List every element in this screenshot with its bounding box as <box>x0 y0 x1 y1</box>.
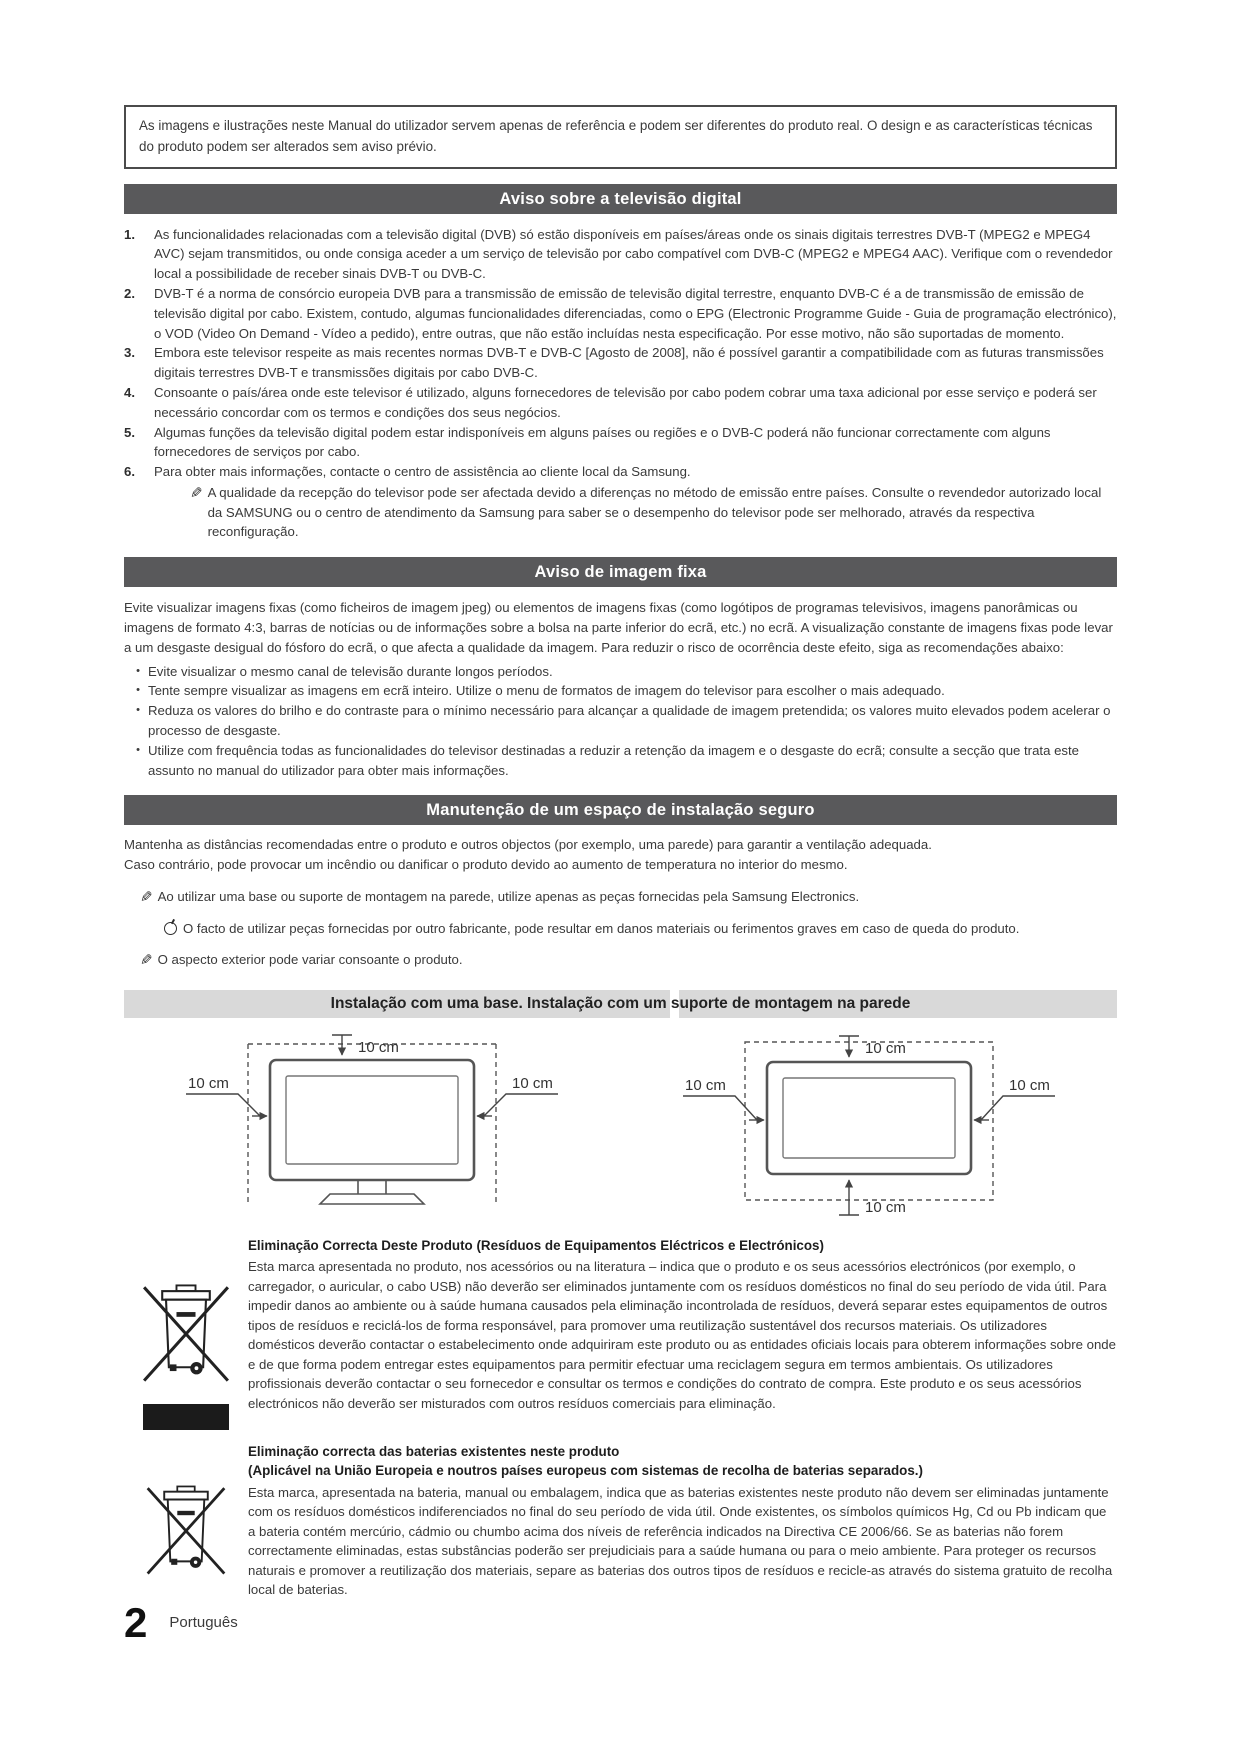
still-image-intro: Evite visualizar imagens fixas (como ficheiros de imagem jpeg) ou elementos de imagens fixas (como logótipos de programas televisivos, imagens panorâmicas ou imagens de formato 4:3, barras de notícias ou de informações sobre a bolsa na parte inferior do ecrã, etc.) no ecrã. A visualização constante de imagens fixas pode levar a um desgaste desigual do fósforo do ecrã, o que afecta a qualidade da imagem. Para reduzir o risco de ocorrência deste efeito, siga as recomendações abaixo: <box>124 600 1113 655</box>
item-number: 4. <box>124 384 135 400</box>
battery-title-line1: Eliminação correcta das baterias existentes neste produto <box>248 1443 620 1459</box>
item-number: 5. <box>124 424 135 440</box>
stand-diagram-container <box>124 1032 621 1224</box>
reception-note <box>190 483 1117 542</box>
battery-body: Esta marca, apresentada na bateria, manual ou embalagem, indica que as baterias existentes neste produto não devem ser eliminadas juntamente com os resíduos domésticos indiferenciados no final do seu período de vida útil. Onde existentes, os símbolos químicos Hg, Cd ou Pb indicam que a bateria contém mercúrio, cádmio ou chumbo acima dos níveis de referência indicados na Directiva CE 2006/66. Se as baterias não forem correctamente eliminadas, estas substâncias poderão ser prejudiciais para a saúde humana ou para o meio ambiente. Para proteger os recursos naturais e promover a reutilização dos materiais, separe as baterias dos outros tipos de resíduos e recicle-as através do sistema gratuito de recolha local de baterias. <box>248 1484 1113 1598</box>
item-number: 2. <box>124 285 135 301</box>
spacing-label-top: 10 cm <box>358 1038 400 1056</box>
bullet-text: Evite visualizar o mesmo canal de televisão durante longos períodos. <box>148 663 553 679</box>
note-pencil-icon: ✎ <box>140 952 153 970</box>
item-text: Embora este televisor respeite as mais recentes normas DVB-T e DVB-C [Agosto de 2008], não é possível garantir a compatibilidade com as futuras transmissões digitais terrestres DVB-T e transmissões digitais por cabo DVB-C. <box>154 345 1104 381</box>
subsection-title: Instalação com uma base. Instalação com um suporte de montagem na parede <box>330 994 911 1012</box>
notice-text: As imagens e ilustrações neste Manual do utilizador servem apenas de referência e podem ser diferentes do produto real. O design e as características técnicas do produto podem ser alterados sem aviso prévio. <box>139 118 1093 154</box>
bullet-item <box>128 662 1117 682</box>
bullet-item <box>128 681 1117 701</box>
bullet-item <box>128 741 1117 781</box>
caution-icon <box>164 922 177 935</box>
crossed-out-wheeled-bin-icon <box>138 1274 234 1392</box>
item-number: 1. <box>124 226 135 242</box>
weee-disposal-block <box>124 1236 1117 1430</box>
battery-icon-column <box>124 1442 248 1600</box>
measure-leader-left <box>683 1096 757 1120</box>
section-title: Aviso de imagem fixa <box>534 563 707 582</box>
tv-stand-base <box>320 1194 424 1204</box>
bullet-text: Tente sempre visualizar as imagens em ecrã inteiro. Utilize o menu de formatos de imagem do televisor para escolher o mais adequado. <box>148 683 945 699</box>
measure-leader-right <box>484 1094 558 1116</box>
digital-notice-list <box>124 225 1117 482</box>
language-label: Português <box>169 1614 238 1632</box>
tv-wallmount-clearance-diagram <box>679 1032 1059 1224</box>
wallmount-diagram-container <box>621 1032 1118 1224</box>
tv-screen <box>286 1076 458 1164</box>
spacing-label-right: 10 cm <box>1008 1076 1050 1094</box>
battery-text-column <box>248 1442 1117 1600</box>
exterior-note <box>140 950 1117 973</box>
battery-disposal-block <box>124 1442 1117 1600</box>
list-item <box>124 225 1117 284</box>
item-number: 3. <box>124 345 135 361</box>
weee-icon-column <box>124 1236 248 1430</box>
installation-diagrams <box>124 1032 1117 1224</box>
bullet-marker: • <box>136 664 140 677</box>
still-image-bullet-list <box>128 662 1117 781</box>
item-text: Consoante o país/área onde este televisor é utilizado, alguns fornecedores de televisão por cabo podem cobrar uma taxa adicional por esse serviço e poderá ser necessário concordar com os termos e condições dos seus negócios. <box>154 384 1097 420</box>
item-text: As funcionalidades relacionadas com a televisão digital (DVB) só estão disponíveis em países/áreas onde os sinais digitais terrestres DVB-T (MPEG2 e MPEG4 AVC) sejam transmitidos, ou onde consiga aceder a um serviço de televisão por cabo compatível com DVB-C (MPEG2 e MPEG4 AAC). Verifique com o revendedor local a possibilidade de receber sinais DVB-T ou DVB-C. <box>154 226 1113 282</box>
item-text: Para obter mais informações, contacte o centro de assistência ao cliente local da Samsung. <box>154 464 691 480</box>
section-header-safe-space <box>124 795 1117 825</box>
page-number: 2 <box>124 1598 148 1646</box>
safe-space-paragraph <box>124 835 1117 875</box>
safe-space-p2: Caso contrário, pode provocar um incêndio ou danificar o produto devido ao aumento de temperatura no interior do mesmo. <box>124 857 848 873</box>
tv-stand-clearance-diagram <box>182 1032 562 1224</box>
note-text: Ao utilizar uma base ou suporte de montagem na parede, utilize apenas as peças fornecidas pela Samsung Electronics. <box>157 889 860 905</box>
list-item <box>124 284 1117 343</box>
note-pencil-icon: ✎ <box>190 484 203 502</box>
safe-space-p1: Mantenha as distâncias recomendadas entre o produto e outros objectos (por exemplo, uma parede) para garantir a ventilação adequada. <box>124 837 932 853</box>
bullet-marker: • <box>136 743 140 756</box>
subsection-header-installation <box>124 990 1117 1018</box>
measure-leader-right <box>981 1096 1055 1120</box>
bullet-text: Reduza os valores do brilho e do contraste para o mínimo necessário para alcançar a qualidade de imagem pretendida; os valores muito elevados podem acelerar o processo de desgaste. <box>148 703 1111 739</box>
spacing-label-left: 10 cm <box>684 1076 726 1094</box>
section-title: Aviso sobre a televisão digital <box>499 189 742 208</box>
note-text: O aspecto exterior pode variar consoante o produto. <box>157 952 463 968</box>
note-pencil-icon: ✎ <box>140 889 153 907</box>
spacing-label-right: 10 cm <box>512 1074 554 1092</box>
item-text: Algumas funções da televisão digital podem estar indisponíveis em alguns países ou regiões e o DVB-C poderá não funcionar correctamente com alguns fornecedores de serviços por cabo. <box>154 424 1051 460</box>
bullet-text: Utilize com frequência todas as funcionalidades do televisor destinadas a reduzir a retenção da imagem e o desgaste do ecrã; consulte a secção que trata este assunto no manual do utilizador para obter mais informações. <box>148 742 1080 778</box>
weee-body: Esta marca apresentada no produto, nos acessórios ou na literatura – indica que o produto e os seus acessórios electrónicos (por exemplo, o carregador, o auricular, o cabo USB) não deverão ser eliminados juntamente com os resíduos domésticos no final do seu período de vida útil. Para impedir danos ao ambiente ou à saúde humana causados pela eliminação incontrolada de resíduos, deverá separar estes equipamentos de outros tipos de resíduos e reciclá-los de forma responsável, para promover uma reutilização sustentável dos recursos materiais. Os utilizadores domésticos deverão contactar o estabelecimento onde adquiriram este produto ou as entidades oficiais locais para obterem informações sobre onde e de que forma podem entregar estes equipamentos para permitir efectuar uma reciclagem segura em termos ambientais. Os utilizadores profissionais deverão contactar o seu fornecedor e consultar os termos e condições do contrato de compra. Este produto e os seus acessórios electrónicos não deverão ser misturados com outros resíduos comerciais para eliminação. <box>248 1259 1116 1411</box>
third-party-caution <box>164 919 1117 939</box>
caution-text: O facto de utilizar peças fornecidas por outro fabricante, pode resultar em danos materiais ou ferimentos graves em caso de queda do produto. <box>183 920 1020 936</box>
crossed-out-bin-icon <box>142 1476 230 1584</box>
item-text: DVB-T é a norma de consórcio europeia DVB para a transmissão de emissão de televisão digital terrestre, enquanto DVB-C é a de transmissão de emissão de televisão digital por cabo. Existem, contudo, algumas funcionalidades diferenciadas, como o EPG (Electronic Programme Guide - Guia de programação electrónico), o VOD (Video On Demand - Vídeo a pedido), entre outras, que não estão incluídas nesta especificação. Por esse motivo, não são suportadas de momento. <box>154 285 1117 341</box>
section-header-digital-tv <box>124 184 1117 214</box>
bullet-marker: • <box>136 684 140 697</box>
list-item <box>124 343 1117 383</box>
tv-stand-neck <box>358 1180 386 1194</box>
list-item <box>124 462 1117 482</box>
list-item <box>124 423 1117 463</box>
mount-parts-note <box>140 887 1117 910</box>
weee-text-column <box>248 1236 1117 1430</box>
spacing-label-top: 10 cm <box>864 1039 906 1057</box>
item-number: 6. <box>124 464 135 480</box>
weee-title: Eliminação Correcta Deste Produto (Resíduos de Equipamentos Eléctricos e Electrónicos) <box>248 1237 824 1253</box>
spacing-label-bottom: 10 cm <box>864 1198 906 1216</box>
bullet-item <box>128 701 1117 741</box>
measure-leader-left <box>186 1094 260 1116</box>
list-item <box>124 383 1117 423</box>
page-footer <box>124 1598 1117 1646</box>
notice-box <box>124 105 1117 169</box>
spacing-label-left: 10 cm <box>188 1074 230 1092</box>
section-title: Manutenção de um espaço de instalação seguro <box>426 801 815 820</box>
section-header-still-image <box>124 557 1117 587</box>
battery-title-line2: (Aplicável na União Europeia e noutros países europeus com sistemas de recolha de baterias separados.) <box>248 1463 923 1479</box>
bullet-marker: • <box>136 704 140 717</box>
weee-black-bar <box>143 1404 229 1430</box>
note-text: A qualidade da recepção do televisor pode ser afectada devido a diferenças no método de emissão entre países. Consulte o revendedor autorizado local da SAMSUNG ou o centro de atendimento da Samsung para saber se o desempenho do televisor pode ser melhorado, através da respectiva reconfiguração. <box>207 484 1102 540</box>
tv-screen <box>783 1078 955 1158</box>
